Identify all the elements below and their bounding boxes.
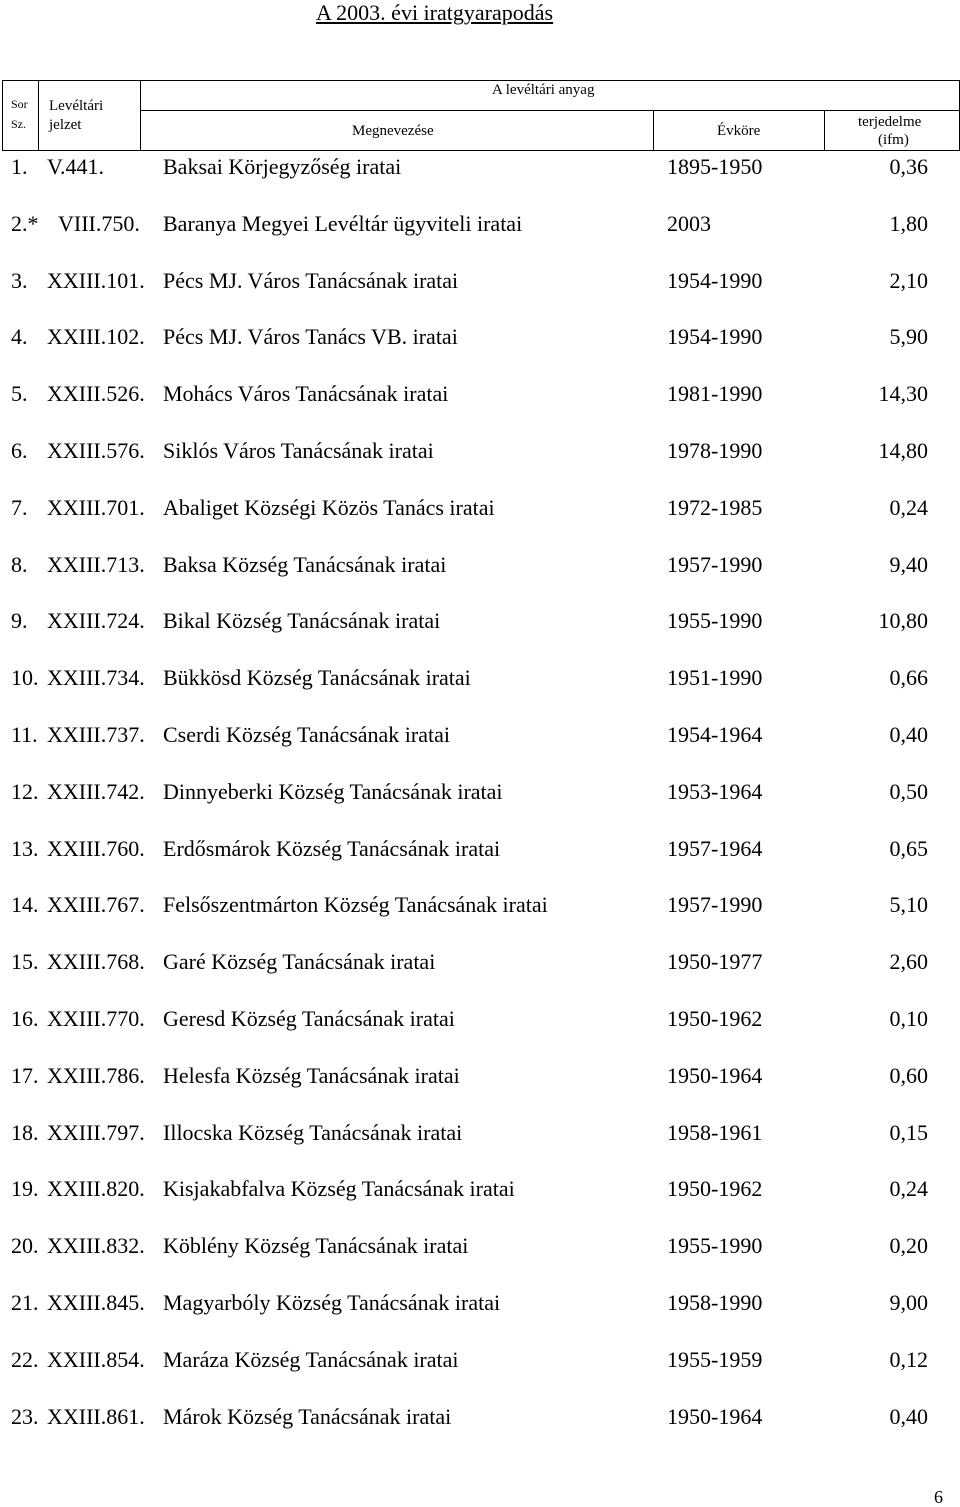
row-size: 0,24 xyxy=(889,1176,928,1202)
row-number: 7. xyxy=(11,494,28,520)
table-row xyxy=(0,152,960,209)
row-years: 1958-1990 xyxy=(667,1289,763,1315)
header-terjedelme: terjedelme xyxy=(858,114,922,130)
row-name: Magyarbóly Község Tanácsának iratai xyxy=(163,1289,501,1315)
table-row xyxy=(0,266,960,323)
table-row xyxy=(0,322,960,379)
row-years: 1957-1990 xyxy=(667,892,763,918)
table-row xyxy=(0,1174,960,1231)
row-years: 1955-1990 xyxy=(667,608,763,634)
row-name: Maráza Község Tanácsának iratai xyxy=(163,1346,459,1372)
table-row xyxy=(0,834,960,891)
row-years: 1972-1985 xyxy=(667,494,763,520)
row-name: Köblény Község Tanácsának iratai xyxy=(163,1233,469,1259)
table-row xyxy=(0,1004,960,1061)
row-size: 14,80 xyxy=(878,437,928,463)
table-row xyxy=(0,1402,960,1459)
row-number: 6. xyxy=(11,437,28,463)
row-name: Erdősmárok Község Tanácsának iratai xyxy=(163,835,501,861)
row-code: XXIII.713. xyxy=(47,551,145,577)
row-years: 1950-1964 xyxy=(667,1403,763,1429)
row-size: 0,66 xyxy=(889,665,928,691)
row-name: Pécs MJ. Város Tanácsának iratai xyxy=(163,267,459,293)
records-table-body xyxy=(0,152,960,1458)
page-number: 6 xyxy=(934,1487,943,1507)
row-name: Cserdi Község Tanácsának iratai xyxy=(163,721,450,747)
row-code: XXIII.737. xyxy=(47,721,145,747)
row-size: 9,40 xyxy=(889,551,928,577)
table-row xyxy=(0,1345,960,1402)
row-code: XXIII.854. xyxy=(47,1346,145,1372)
row-name: Pécs MJ. Város Tanács VB. iratai xyxy=(163,324,458,350)
table-row xyxy=(0,493,960,550)
row-code: XXIII.102. xyxy=(47,324,145,350)
header-group: A levéltári anyag xyxy=(492,82,595,98)
table-header xyxy=(2,80,960,151)
row-code: XXIII.768. xyxy=(47,949,145,975)
header-sz: Sz. xyxy=(11,117,26,131)
row-years: 1978-1990 xyxy=(667,437,763,463)
row-years: 1950-1962 xyxy=(667,1005,763,1031)
header-border-bottom xyxy=(2,150,960,151)
row-name: Mohács Város Tanácsának iratai xyxy=(163,381,449,407)
row-code: XXIII.861. xyxy=(47,1403,145,1429)
row-number: 3. xyxy=(11,267,28,293)
row-number: 15. xyxy=(11,949,39,975)
row-code: XXIII.770. xyxy=(47,1005,145,1031)
header-ifm: (ifm) xyxy=(878,132,909,148)
row-size: 5,90 xyxy=(889,324,928,350)
row-code: XXIII.724. xyxy=(47,608,145,634)
row-years: 1981-1990 xyxy=(667,381,763,407)
row-number: 21. xyxy=(11,1289,39,1315)
row-size: 0,40 xyxy=(889,721,928,747)
row-name: Márok Község Tanácsának iratai xyxy=(163,1403,452,1429)
table-row xyxy=(0,1288,960,1345)
row-code: XXIII.742. xyxy=(47,778,145,804)
row-code: VIII.750. xyxy=(58,210,140,236)
header-sor: Sor xyxy=(11,97,28,111)
row-years: 1953-1964 xyxy=(667,778,763,804)
row-number: 17. xyxy=(11,1062,39,1088)
row-years: 1954-1990 xyxy=(667,267,763,293)
header-jelzet: jelzet xyxy=(49,117,82,133)
row-size: 2,60 xyxy=(889,949,928,975)
row-number: 8. xyxy=(11,551,28,577)
table-row xyxy=(0,379,960,436)
row-years: 1955-1990 xyxy=(667,1233,763,1259)
row-code: XXIII.832. xyxy=(47,1233,145,1259)
row-name: Bükkösd Község Tanácsának iratai xyxy=(163,665,471,691)
table-row xyxy=(0,1118,960,1175)
row-name: Kisjakabfalva Község Tanácsának iratai xyxy=(163,1176,515,1202)
row-years: 1955-1959 xyxy=(667,1346,763,1372)
row-name: Garé Község Tanácsának iratai xyxy=(163,949,436,975)
table-row xyxy=(0,777,960,834)
table-row xyxy=(0,1231,960,1288)
row-number: 22. xyxy=(11,1346,39,1372)
row-size: 0,12 xyxy=(889,1346,928,1372)
header-divider-3 xyxy=(653,111,654,151)
table-row xyxy=(0,436,960,493)
row-number: 1. xyxy=(11,154,28,179)
row-code: XXIII.767. xyxy=(47,892,145,918)
row-size: 1,80 xyxy=(889,210,928,236)
table-row xyxy=(0,606,960,663)
row-name: Felsőszentmárton Község Tanácsának iratai xyxy=(163,892,548,918)
table-row xyxy=(0,663,960,720)
row-name: Baranya Megyei Levéltár ügyviteli iratai xyxy=(163,210,523,236)
row-size: 0,50 xyxy=(889,778,928,804)
row-number: 5. xyxy=(11,381,28,407)
row-name: Baksai Körjegyzőség iratai xyxy=(163,154,402,179)
row-years: 1950-1962 xyxy=(667,1176,763,1202)
page-title: A 2003. évi iratgyarapodás xyxy=(316,0,554,25)
row-size: 0,20 xyxy=(889,1233,928,1259)
row-years: 1957-1964 xyxy=(667,835,763,861)
row-number: 19. xyxy=(11,1176,39,1202)
row-years: 2003 xyxy=(667,210,711,236)
row-name: Siklós Város Tanácsának iratai xyxy=(163,437,434,463)
header-leveltari: Levéltári xyxy=(49,98,104,114)
table-row xyxy=(0,720,960,777)
row-number: 16. xyxy=(11,1005,39,1031)
row-name: Bikal Község Tanácsának iratai xyxy=(163,608,441,634)
row-years: 1895-1950 xyxy=(667,154,763,179)
row-number: 14. xyxy=(11,892,39,918)
row-years: 1958-1961 xyxy=(667,1119,763,1145)
header-divider-1 xyxy=(38,80,39,151)
header-megnevezese: Megnevezése xyxy=(352,123,434,139)
header-divider-2 xyxy=(140,80,141,151)
row-name: Baksa Község Tanácsának iratai xyxy=(163,551,447,577)
row-size: 10,80 xyxy=(878,608,928,634)
row-years: 1954-1964 xyxy=(667,721,763,747)
row-name: Helesfa Község Tanácsának iratai xyxy=(163,1062,460,1088)
row-years: 1950-1977 xyxy=(667,949,763,975)
row-number: 4. xyxy=(11,324,28,350)
row-size: 0,65 xyxy=(889,835,928,861)
row-years: 1950-1964 xyxy=(667,1062,763,1088)
row-name: Geresd Község Tanácsának iratai xyxy=(163,1005,455,1031)
row-years: 1954-1990 xyxy=(667,324,763,350)
table-row xyxy=(0,1061,960,1118)
row-years: 1957-1990 xyxy=(667,551,763,577)
row-code: XXIII.845. xyxy=(47,1289,145,1315)
row-number: 11. xyxy=(11,721,38,747)
row-size: 5,10 xyxy=(889,892,928,918)
row-code: V.441. xyxy=(47,154,105,179)
table-row xyxy=(0,947,960,1004)
row-size: 2,10 xyxy=(889,267,928,293)
row-size: 0,10 xyxy=(889,1005,928,1031)
table-row xyxy=(0,890,960,947)
row-years: 1951-1990 xyxy=(667,665,763,691)
row-size: 14,30 xyxy=(878,381,928,407)
row-code: XXIII.101. xyxy=(47,267,145,293)
row-name: Abaliget Községi Közös Tanács iratai xyxy=(163,494,495,520)
row-number: 13. xyxy=(11,835,39,861)
row-code: XXIII.526. xyxy=(47,381,145,407)
header-group-underline xyxy=(140,110,960,111)
row-code: XXIII.820. xyxy=(47,1176,145,1202)
row-number: 23. xyxy=(11,1403,39,1429)
row-code: XXIII.786. xyxy=(47,1062,145,1088)
header-divider-4 xyxy=(824,111,825,151)
row-code: XXIII.760. xyxy=(47,835,145,861)
row-code: XXIII.576. xyxy=(47,437,145,463)
row-number: 9. xyxy=(11,608,28,634)
header-border-left xyxy=(2,80,3,151)
row-code: XXIII.797. xyxy=(47,1119,145,1145)
header-evkore: Évköre xyxy=(717,123,761,139)
table-row xyxy=(0,209,960,266)
row-size: 0,36 xyxy=(889,154,928,179)
row-number: 2.* xyxy=(11,210,39,236)
row-name: Illocska Község Tanácsának iratai xyxy=(163,1119,463,1145)
row-size: 0,15 xyxy=(889,1119,928,1145)
row-code: XXIII.734. xyxy=(47,665,145,691)
row-number: 12. xyxy=(11,778,39,804)
row-size: 9,00 xyxy=(889,1289,928,1315)
row-number: 20. xyxy=(11,1233,39,1259)
row-number: 10. xyxy=(11,665,39,691)
row-size: 0,60 xyxy=(889,1062,928,1088)
row-code: XXIII.701. xyxy=(47,494,145,520)
table-row xyxy=(0,550,960,607)
row-size: 0,24 xyxy=(889,494,928,520)
row-name: Dinnyeberki Község Tanácsának iratai xyxy=(163,778,503,804)
row-number: 18. xyxy=(11,1119,39,1145)
header-border-top xyxy=(2,80,960,81)
row-size: 0,40 xyxy=(889,1403,928,1429)
